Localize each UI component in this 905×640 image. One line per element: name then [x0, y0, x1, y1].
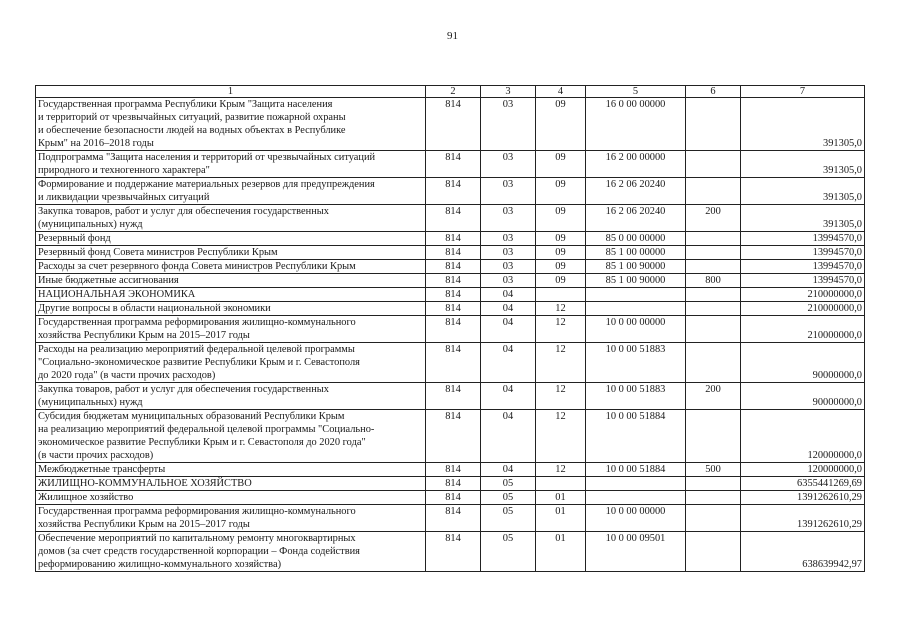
expense-type-cell: 500	[686, 463, 741, 477]
target-article-cell: 10 0 00 00000	[586, 316, 686, 343]
table-row	[36, 343, 865, 383]
row-name-line: Межбюджетные трансферты	[38, 464, 166, 475]
row-name-line: НАЦИОНАЛЬНАЯ ЭКОНОМИКА	[38, 289, 196, 300]
table-row	[36, 260, 865, 274]
row-name-line: Жилищное хозяйство	[38, 492, 134, 503]
amount-cell: 13994570,0	[741, 260, 865, 274]
table-row	[36, 274, 865, 288]
column-header: 5	[586, 86, 686, 98]
table-row	[36, 532, 865, 572]
row-name-line: Государственная программа Республики Крым "Защита населения	[38, 99, 333, 110]
amount-cell: 13994570,0	[741, 232, 865, 246]
expense-type-cell	[686, 410, 741, 463]
ministry-code-cell: 814	[426, 343, 481, 383]
row-name-cell	[36, 316, 426, 343]
row-name-cell	[36, 383, 426, 410]
subsection-code-cell: 01	[536, 505, 586, 532]
row-name-cell	[36, 477, 426, 491]
table-header-row	[36, 86, 865, 98]
row-name-line: и территорий от чрезвычайных ситуаций, развитие пожарной охраны	[38, 112, 346, 123]
ministry-code-cell: 814	[426, 383, 481, 410]
table-row	[36, 232, 865, 246]
target-article-cell: 16 2 06 20240	[586, 178, 686, 205]
row-name-line: природного и техногенного характера"	[38, 165, 210, 176]
section-code-cell: 03	[481, 178, 536, 205]
row-name-line: и ликвидации чрезвычайных ситуаций	[38, 192, 210, 203]
column-header: 6	[686, 86, 741, 98]
row-name-cell	[36, 343, 426, 383]
row-name-line: Крым" на 2016–2018 годы	[38, 138, 154, 149]
ministry-code-cell: 814	[426, 302, 481, 316]
row-name-line: Иные бюджетные ассигнования	[38, 275, 179, 286]
section-code-cell: 04	[481, 302, 536, 316]
table-row	[36, 205, 865, 232]
row-name-line: экономическое развитие Республики Крым и г. Севастополя до 2020 года"	[38, 437, 366, 448]
expense-type-cell	[686, 98, 741, 151]
section-code-cell: 05	[481, 505, 536, 532]
table-row	[36, 316, 865, 343]
target-article-cell	[586, 477, 686, 491]
expense-type-cell	[686, 532, 741, 572]
table-row	[36, 288, 865, 302]
row-name-cell	[36, 274, 426, 288]
subsection-code-cell: 12	[536, 343, 586, 383]
row-name-line: Государственная программа реформирования жилищно-коммунального	[38, 317, 356, 328]
target-article-cell: 85 0 00 00000	[586, 232, 686, 246]
subsection-code-cell: 12	[536, 316, 586, 343]
section-code-cell: 04	[481, 343, 536, 383]
row-name-cell	[36, 505, 426, 532]
subsection-code-cell	[536, 477, 586, 491]
target-article-cell: 16 2 06 20240	[586, 205, 686, 232]
row-name-cell	[36, 410, 426, 463]
table-row	[36, 246, 865, 260]
section-code-cell: 03	[481, 260, 536, 274]
target-article-cell	[586, 491, 686, 505]
subsection-code-cell: 09	[536, 274, 586, 288]
row-name-line: Закупка товаров, работ и услуг для обеспечения государственных	[38, 384, 329, 395]
amount-cell: 90000000,0	[741, 383, 865, 410]
expense-type-cell: 200	[686, 383, 741, 410]
amount-cell: 391305,0	[741, 178, 865, 205]
amount-cell: 120000000,0	[741, 463, 865, 477]
section-code-cell: 04	[481, 316, 536, 343]
section-code-cell: 04	[481, 463, 536, 477]
row-name-line: Резервный фонд Совета министров Республики Крым	[38, 247, 278, 258]
section-code-cell: 03	[481, 151, 536, 178]
ministry-code-cell: 814	[426, 532, 481, 572]
subsection-code-cell: 09	[536, 246, 586, 260]
subsection-code-cell: 09	[536, 205, 586, 232]
amount-cell: 210000000,0	[741, 316, 865, 343]
amount-cell: 13994570,0	[741, 246, 865, 260]
subsection-code-cell: 09	[536, 98, 586, 151]
row-name-line: Подпрограмма "Защита населения и территорий от чрезвычайных ситуаций	[38, 152, 376, 163]
target-article-cell	[586, 302, 686, 316]
section-code-cell: 03	[481, 246, 536, 260]
subsection-code-cell: 12	[536, 463, 586, 477]
amount-cell: 210000000,0	[741, 302, 865, 316]
expense-type-cell	[686, 232, 741, 246]
expense-type-cell: 800	[686, 274, 741, 288]
target-article-cell: 10 0 00 51884	[586, 410, 686, 463]
table-row	[36, 98, 865, 151]
subsection-code-cell: 09	[536, 260, 586, 274]
row-name-line: хозяйства Республики Крым на 2015–2017 годы	[38, 519, 250, 530]
ministry-code-cell: 814	[426, 288, 481, 302]
table-row	[36, 151, 865, 178]
table-row	[36, 178, 865, 205]
ministry-code-cell: 814	[426, 410, 481, 463]
table-row	[36, 491, 865, 505]
target-article-cell: 85 1 00 90000	[586, 274, 686, 288]
subsection-code-cell: 12	[536, 383, 586, 410]
ministry-code-cell: 814	[426, 505, 481, 532]
ministry-code-cell: 814	[426, 151, 481, 178]
amount-cell: 13994570,0	[741, 274, 865, 288]
ministry-code-cell: 814	[426, 316, 481, 343]
ministry-code-cell: 814	[426, 205, 481, 232]
row-name-line: Государственная программа реформирования жилищно-коммунального	[38, 506, 356, 517]
row-name-cell	[36, 302, 426, 316]
target-article-cell: 16 2 00 00000	[586, 151, 686, 178]
table-row	[36, 505, 865, 532]
row-name-line: (муниципальных) нужд	[38, 397, 143, 408]
row-name-line: реформированию жилищно-коммунального хозяйства)	[38, 559, 282, 570]
expense-type-cell	[686, 316, 741, 343]
row-name-line: Субсидия бюджетам муниципальных образований Республики Крым	[38, 411, 345, 422]
expense-type-cell	[686, 288, 741, 302]
row-name-cell	[36, 463, 426, 477]
expense-type-cell	[686, 491, 741, 505]
row-name-line: домов (за счет средств государственной корпорации – Фонда содействия	[38, 546, 360, 557]
section-code-cell: 05	[481, 532, 536, 572]
row-name-cell	[36, 205, 426, 232]
subsection-code-cell: 01	[536, 532, 586, 572]
row-name-cell	[36, 246, 426, 260]
target-article-cell: 16 0 00 00000	[586, 98, 686, 151]
row-name-line: Расходы за счет резервного фонда Совета министров Республики Крым	[38, 261, 356, 272]
amount-cell: 391305,0	[741, 205, 865, 232]
row-name-line: ЖИЛИЩНО-КОММУНАЛЬНОЕ ХОЗЯЙСТВО	[38, 478, 252, 489]
section-code-cell: 03	[481, 98, 536, 151]
expense-type-cell	[686, 260, 741, 274]
row-name-line: (в части прочих расходов)	[38, 450, 154, 461]
row-name-line: Формирование и поддержание материальных резервов для предупреждения	[38, 179, 375, 190]
ministry-code-cell: 814	[426, 260, 481, 274]
subsection-code-cell	[536, 288, 586, 302]
expense-type-cell	[686, 477, 741, 491]
row-name-line: "Социально-экономическое развитие Республики Крым и г. Севастополя	[38, 357, 360, 368]
subsection-code-cell: 09	[536, 232, 586, 246]
column-header: 2	[426, 86, 481, 98]
expense-type-cell	[686, 151, 741, 178]
section-code-cell: 03	[481, 205, 536, 232]
amount-cell: 1391262610,29	[741, 505, 865, 532]
expense-type-cell: 200	[686, 205, 741, 232]
ministry-code-cell: 814	[426, 232, 481, 246]
row-name-line: Закупка товаров, работ и услуг для обеспечения государственных	[38, 206, 329, 217]
ministry-code-cell: 814	[426, 274, 481, 288]
section-code-cell: 05	[481, 477, 536, 491]
target-article-cell: 85 1 00 90000	[586, 260, 686, 274]
row-name-cell	[36, 260, 426, 274]
table-row	[36, 477, 865, 491]
row-name-cell	[36, 532, 426, 572]
section-code-cell: 04	[481, 288, 536, 302]
row-name-line: и обеспечение безопасности людей на водных объектах в Республике	[38, 125, 346, 136]
target-article-cell: 85 1 00 00000	[586, 246, 686, 260]
expense-type-cell	[686, 246, 741, 260]
ministry-code-cell: 814	[426, 477, 481, 491]
expense-type-cell	[686, 178, 741, 205]
row-name-line: (муниципальных) нужд	[38, 219, 143, 230]
ministry-code-cell: 814	[426, 491, 481, 505]
column-header: 4	[536, 86, 586, 98]
subsection-code-cell: 12	[536, 410, 586, 463]
row-name-cell	[36, 178, 426, 205]
amount-cell: 210000000,0	[741, 288, 865, 302]
expense-type-cell	[686, 505, 741, 532]
row-name-cell	[36, 232, 426, 246]
section-code-cell: 03	[481, 232, 536, 246]
amount-cell: 391305,0	[741, 98, 865, 151]
table-row	[36, 383, 865, 410]
section-code-cell: 04	[481, 410, 536, 463]
ministry-code-cell: 814	[426, 98, 481, 151]
target-article-cell: 10 0 00 51883	[586, 383, 686, 410]
table-row	[36, 410, 865, 463]
target-article-cell: 10 0 00 00000	[586, 505, 686, 532]
section-code-cell: 03	[481, 274, 536, 288]
row-name-cell	[36, 151, 426, 178]
row-name-cell	[36, 288, 426, 302]
expense-type-cell	[686, 302, 741, 316]
ministry-code-cell: 814	[426, 246, 481, 260]
target-article-cell: 10 0 00 51883	[586, 343, 686, 383]
subsection-code-cell: 09	[536, 178, 586, 205]
row-name-line: Обеспечение мероприятий по капитальному ремонту многоквартирных	[38, 533, 356, 544]
row-name-line: Другие вопросы в области национальной экономики	[38, 303, 271, 314]
expense-type-cell	[686, 343, 741, 383]
amount-cell: 638639942,97	[741, 532, 865, 572]
amount-cell: 120000000,0	[741, 410, 865, 463]
row-name-line: до 2020 года" (в части прочих расходов)	[38, 370, 216, 381]
row-name-line: Расходы на реализацию мероприятий федеральной целевой программы	[38, 344, 355, 355]
row-name-line: хозяйства Республики Крым на 2015–2017 годы	[38, 330, 250, 341]
amount-cell: 6355441269,69	[741, 477, 865, 491]
subsection-code-cell: 09	[536, 151, 586, 178]
row-name-line: Резервный фонд	[38, 233, 111, 244]
amount-cell: 1391262610,29	[741, 491, 865, 505]
column-header: 7	[741, 86, 865, 98]
page-number: 91	[447, 30, 458, 42]
amount-cell: 391305,0	[741, 151, 865, 178]
ministry-code-cell: 814	[426, 178, 481, 205]
section-code-cell: 04	[481, 383, 536, 410]
subsection-code-cell: 12	[536, 302, 586, 316]
table-row	[36, 302, 865, 316]
column-header: 3	[481, 86, 536, 98]
table-row	[36, 463, 865, 477]
amount-cell: 90000000,0	[741, 343, 865, 383]
target-article-cell: 10 0 00 09501	[586, 532, 686, 572]
target-article-cell	[586, 288, 686, 302]
section-code-cell: 05	[481, 491, 536, 505]
column-header: 1	[36, 86, 426, 98]
row-name-line: на реализацию мероприятий федеральной целевой программы "Социально-	[38, 424, 375, 435]
row-name-cell	[36, 98, 426, 151]
row-name-cell	[36, 491, 426, 505]
subsection-code-cell: 01	[536, 491, 586, 505]
ministry-code-cell: 814	[426, 463, 481, 477]
budget-table	[35, 85, 865, 572]
target-article-cell: 10 0 00 51884	[586, 463, 686, 477]
